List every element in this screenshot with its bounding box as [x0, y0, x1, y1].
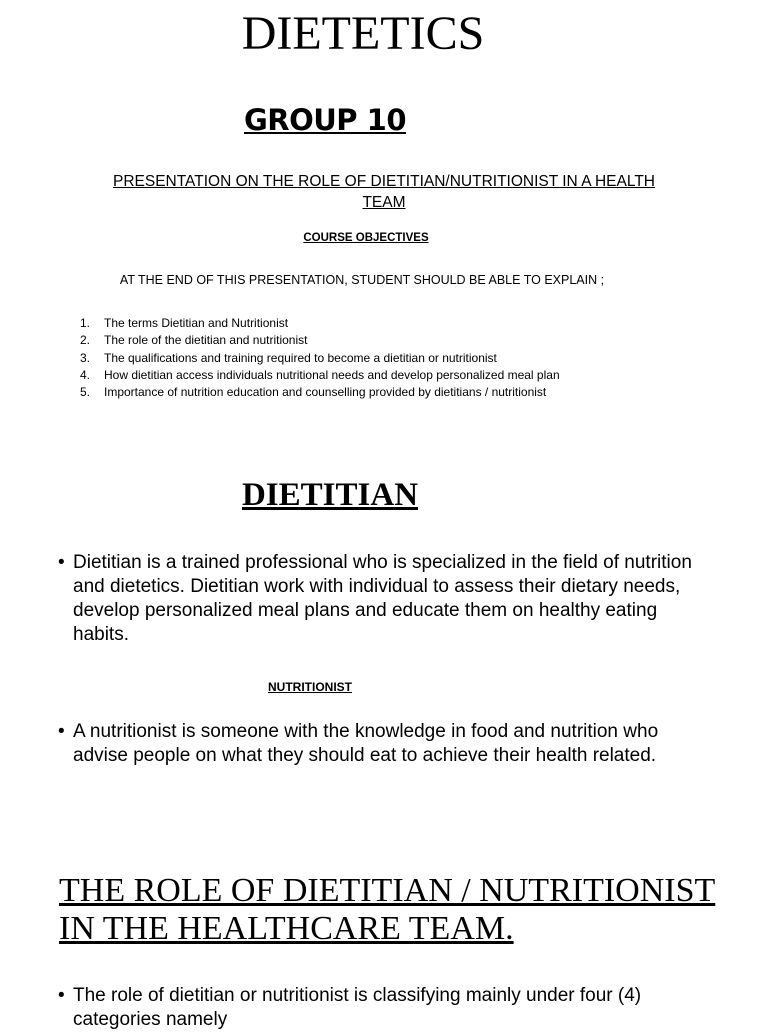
list-item: 1. The terms Dietitian and Nutritionist	[80, 316, 289, 330]
document-title: DIETETICS	[241, 7, 485, 60]
nutritionist-text: A nutritionist is someone with the knowledge in food and nutrition who advise people on what they should eat to achieve their health related.	[73, 721, 659, 766]
dietitian-heading: DIETITIAN	[241, 477, 419, 513]
dietitian-text: Dietitian is a trained professional who is specialized in the field of nutrition and dietetics. Dietitian work with individual to assess their dietary needs, develop personalized meal plans and educate them on healthy eating habits.	[73, 552, 692, 645]
bullet-icon: •	[58, 985, 65, 1006]
list-item: 3. The qualifications and training required to become a dietitian or nutritionist	[80, 350, 497, 365]
dietitian-paragraph	[58, 551, 718, 647]
list-item: 5. Importance of nutrition education and counselling provided by dietitians / nutritionist	[80, 385, 547, 400]
group-title: GROUP 10	[243, 103, 407, 137]
objectives-list	[80, 315, 560, 401]
role-heading: THE ROLE OF DIETITIAN / NUTRITIONIST IN THE HEALTHCARE TEAM.	[59, 872, 716, 947]
list-item: 2. The role of the dietitian and nutritionist	[80, 333, 308, 348]
bullet-icon: •	[58, 721, 65, 742]
role-paragraph	[58, 984, 718, 1032]
presentation-subtitle: PRESENTATION ON THE ROLE OF DIETITIAN/NUTRITIONIST IN A HEALTH TEAM	[113, 173, 655, 211]
list-item: 4. How dietitian access individuals nutritional needs and develop personalized meal plan	[80, 367, 560, 382]
nutritionist-paragraph	[58, 720, 718, 768]
bullet-icon: •	[58, 552, 65, 573]
objectives-intro: AT THE END OF THIS PRESENTATION, STUDENT SHOULD BE ABLE TO EXPLAIN ;	[119, 273, 605, 287]
objectives-heading: COURSE OBJECTIVES	[303, 232, 429, 244]
nutritionist-heading: NUTRITIONIST	[268, 680, 352, 694]
role-text: The role of dietitian or nutritionist is classifying mainly under four (4) categories namely	[73, 985, 642, 1030]
